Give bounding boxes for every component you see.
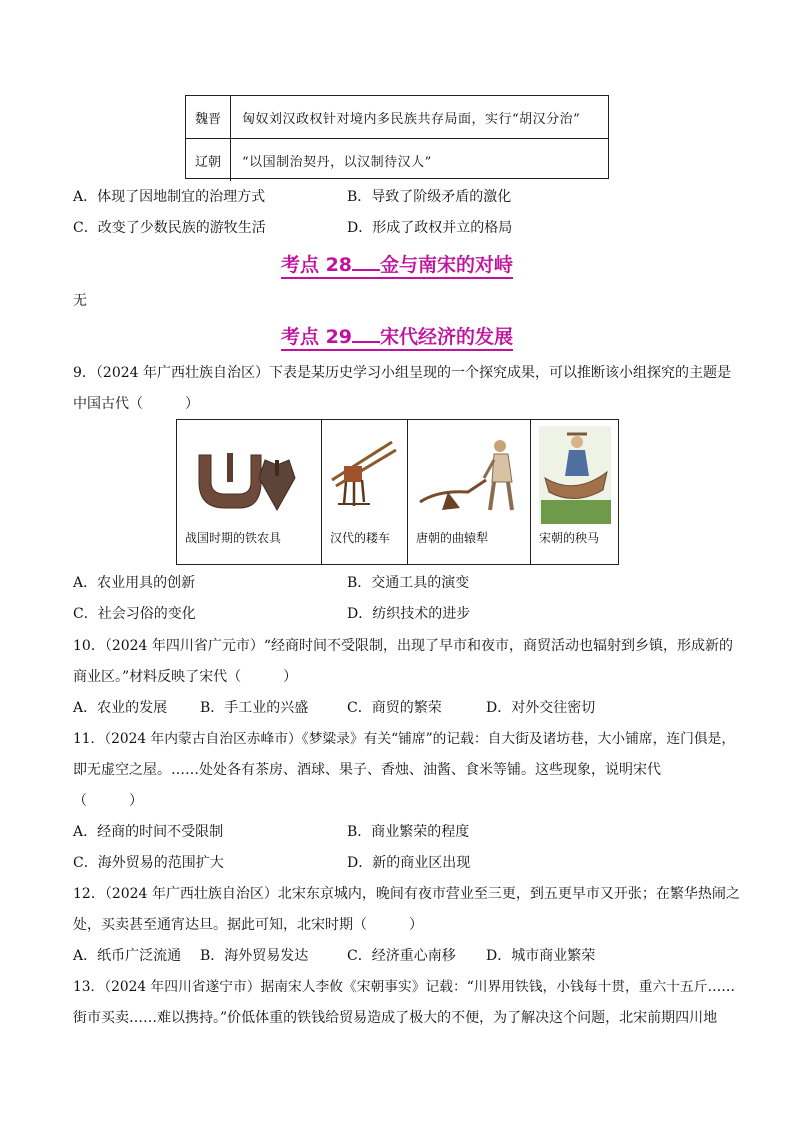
q12-option-c: C．经济重心南移 [347, 948, 456, 964]
farming-tools-table [176, 419, 619, 565]
tool-cell-iron-tools [177, 420, 322, 564]
q11-stem-line2: 即无虚空之屋。……处处各有茶房、酒球、果子、香烛、油酱、食米等铺。这些现象，说明宋代 [73, 762, 661, 778]
q11-option-d: D．新的商业区出现 [347, 855, 471, 871]
q9-stem-line2: 中国古代（ ） [73, 396, 199, 412]
q10-option-c: C．商贸的繁荣 [347, 700, 442, 716]
tool-cell-curved-plough [408, 420, 531, 564]
section-body: 无 [73, 293, 87, 309]
section-title: 宋代经济的发展 [380, 326, 513, 351]
seed-drill-image [322, 420, 408, 530]
q11-stem-line3: （ ） [73, 793, 143, 809]
q13-stem-line1: 13．（2024 年四川省遂宁市）据南宋人李攸《宋朝事实》记载：“川界用铁钱，小钱每十贯，重六十五斤…… [73, 979, 736, 995]
q12-stem-line1: 12．（2024 年广西壮族自治区）北宋东京城内，晚间有夜市营业至三更，到五更早市又开张；在繁华热闹之 [73, 886, 740, 902]
q9-option-c: C．社会习俗的变化 [73, 606, 196, 622]
q13-stem-line2: 街市买卖……难以携持。”价低体重的铁钱给贸易造成了极大的不便，为了解决这个问题，北宋前期四川地 [73, 1010, 718, 1026]
yangma-image [531, 420, 620, 530]
dynasty-cell: 魏晋 [186, 96, 231, 138]
q8-option-a: A．体现了因地制宜的治理方式 [73, 189, 266, 205]
q11-option-c: C．海外贸易的范围扩大 [73, 855, 224, 871]
q8-option-c: C．改变了少数民族的游牧生活 [73, 220, 266, 236]
policy-table [185, 95, 609, 179]
content-cell: “以国制治契丹，以汉制待汉人” [242, 154, 432, 170]
section-title: 金与南宋的对峙 [380, 254, 513, 279]
tool-caption: 宋朝的秧马 [539, 531, 600, 545]
tool-caption: 唐朝的曲辕犁 [416, 531, 489, 545]
section-number: 考点 28 [281, 254, 352, 279]
tool-caption: 汉代的耧车 [330, 531, 391, 545]
iron-tools-image [177, 420, 322, 530]
q9-option-d: D．纺织技术的进步 [347, 606, 471, 622]
q8-option-d: D．形成了政权并立的格局 [347, 220, 513, 236]
q11-option-b: B．商业繁荣的程度 [347, 824, 470, 840]
dynasty-cell: 辽朝 [186, 139, 231, 181]
q9-option-a: A．农业用具的创新 [73, 575, 196, 591]
q11-option-a: A．经商的时间不受限制 [73, 824, 224, 840]
tool-cell-seed-drill [322, 420, 408, 564]
table-row [186, 138, 608, 181]
q10-stem-line2: 商业区。”材料反映了宋代（ ） [73, 669, 298, 685]
q12-stem-line2: 处，买卖甚至通宵达旦。据此可知，北宋时期（ ） [73, 917, 423, 933]
q9-option-b: B．交通工具的演变 [347, 575, 470, 591]
section-heading-29 [0, 324, 794, 350]
content-cell: 匈奴刘汉政权针对境内多民族共存局面，实行“胡汉分治” [242, 111, 581, 127]
q10-option-b: B．手工业的兴盛 [200, 700, 309, 716]
q10-option-a: A．农业的发展 [73, 700, 168, 716]
q10-stem-line1: 10．（2024 年四川省广元市）“经商时间不受限制，出现了早市和夜市，商贸活动也辐射到乡镇，形成新的 [73, 638, 734, 654]
q12-option-b: B．海外贸易发达 [200, 948, 309, 964]
table-row [186, 96, 608, 138]
section-heading-28 [0, 252, 794, 278]
q10-option-d: D．对外交往密切 [486, 700, 596, 716]
q8-option-b: B．导致了阶级矛盾的激化 [347, 189, 512, 205]
q11-stem-line1: 11．（2024 年内蒙古自治区赤峰市）《梦粱录》有关“铺席”的记载：自大街及诸坊巷，大小铺席，连门俱是， [73, 731, 736, 747]
q12-option-d: D．城市商业繁荣 [486, 948, 596, 964]
q9-stem-line1: 9．（2024 年广西壮族自治区）下表是某历史学习小组呈现的一个探究成果，可以推断该小组探究的主题是 [73, 365, 731, 381]
section-number: 考点 29 [281, 326, 352, 351]
curved-plough-image [408, 420, 531, 530]
q12-option-a: A．纸币广泛流通 [73, 948, 182, 964]
tool-cell-yangma [531, 420, 620, 564]
tool-caption: 战国时期的铁农具 [185, 531, 282, 545]
